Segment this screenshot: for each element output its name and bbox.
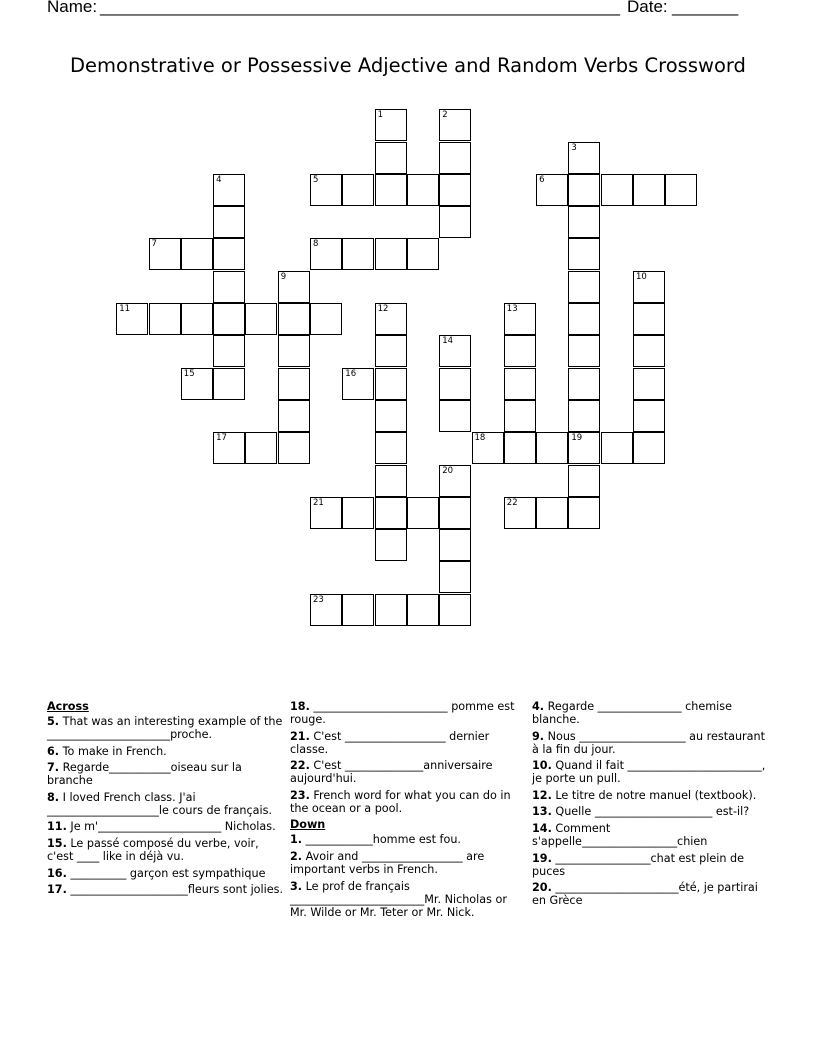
grid-cell[interactable] (568, 238, 600, 270)
clue-across-22: 22. C'est ______________anniversaire aujourd'hui. (290, 759, 493, 786)
grid-cell[interactable] (633, 368, 665, 400)
grid-cell[interactable] (278, 335, 310, 367)
grid-cell[interactable] (439, 400, 471, 432)
grid-cell[interactable] (439, 174, 471, 206)
grid-cell[interactable] (568, 303, 600, 335)
grid-cell[interactable] (439, 594, 471, 626)
grid-cell[interactable] (149, 238, 181, 270)
grid-cell[interactable] (213, 238, 245, 270)
grid-cell[interactable] (568, 335, 600, 367)
grid-cell[interactable] (245, 432, 277, 464)
grid-cell[interactable] (375, 174, 407, 206)
grid-cell[interactable] (504, 497, 536, 529)
grid-cell[interactable] (439, 529, 471, 561)
grid-cell[interactable] (278, 432, 310, 464)
cell-number: 6 (539, 174, 545, 185)
cell-number: 11 (119, 304, 131, 314)
grid-cell[interactable] (310, 174, 342, 206)
date-field[interactable]: _______ (672, 0, 739, 16)
cell-number: 21 (313, 497, 324, 508)
cell-number: 18 (474, 433, 486, 444)
grid-cell[interactable] (568, 400, 600, 432)
grid-cell[interactable] (601, 432, 633, 464)
clues-column-1 (47, 700, 283, 900)
grid-cell[interactable] (278, 368, 310, 400)
grid-cell[interactable] (375, 142, 407, 174)
grid-cell[interactable] (149, 303, 181, 335)
cell-number: 19 (571, 433, 583, 444)
grid-cell[interactable] (310, 238, 342, 270)
cell-number: 20 (442, 465, 454, 476)
grid-cell[interactable] (245, 303, 277, 335)
page-title: Demonstrative or Possessive Adjective and Random Verbs Crossword (70, 54, 746, 77)
clue-down-10: 10. Quand il fait ________________________, je porte un pull. (532, 759, 766, 786)
clues-column-2 (290, 700, 526, 922)
grid-cell[interactable] (407, 497, 439, 529)
cell-number: 12 (377, 304, 389, 314)
grid-cell[interactable] (213, 368, 245, 400)
grid-cell[interactable] (278, 271, 310, 303)
clue-across-6: 6. To make in French. (47, 744, 167, 758)
grid-cell[interactable] (504, 432, 536, 464)
grid-cell[interactable] (342, 238, 374, 270)
grid-cell[interactable] (536, 497, 568, 529)
grid-cell[interactable] (601, 174, 633, 206)
cell-number: 4 (216, 174, 222, 185)
grid-cell[interactable] (439, 142, 471, 174)
clue-across-7: 7. Regarde___________oiseau sur la branche (47, 761, 242, 788)
grid-cell[interactable] (407, 594, 439, 626)
grid-cell[interactable] (375, 368, 407, 400)
grid-cell[interactable] (375, 497, 407, 529)
grid-cell[interactable] (504, 368, 536, 400)
grid-cell[interactable] (633, 271, 665, 303)
cell-number: 22 (506, 497, 518, 508)
date-label: Date: (627, 0, 668, 16)
grid-cell[interactable] (439, 497, 471, 529)
clue-down-14: 14. Comment s'appelle_________________chien (532, 821, 708, 848)
grid-cell[interactable] (310, 497, 342, 529)
clue-across-17: 17. _____________________fleurs sont jolies. (47, 883, 284, 897)
cell-number: 13 (506, 304, 518, 314)
grid-cell[interactable] (342, 497, 374, 529)
clue-across-11: 11. Je m'______________________ Nicholas. (47, 820, 276, 834)
grid-cell[interactable] (439, 206, 471, 238)
clue-across-15: 15. Le passé composé du verbe, voir, c'est ____ like in déjà vu. (47, 836, 259, 863)
clue-down-19: 19. _________________chat est plein de puces (532, 851, 745, 878)
grid-cell[interactable] (181, 238, 213, 270)
cell-number: 16 (345, 368, 357, 379)
grid-cell[interactable] (568, 432, 600, 464)
grid-cell[interactable] (568, 497, 600, 529)
cell-number: 8 (313, 239, 319, 250)
cell-number: 7 (151, 239, 157, 250)
clue-across-18: 18. ________________________ pomme est rouge. (290, 700, 515, 726)
grid-cell[interactable] (213, 271, 245, 303)
clue-across-16: 16. __________ garçon est sympathique (47, 866, 266, 880)
grid-cell[interactable] (439, 561, 471, 593)
grid-cell[interactable] (213, 174, 245, 206)
grid-cell[interactable] (375, 335, 407, 367)
grid-cell[interactable] (407, 238, 439, 270)
grid-cell[interactable] (278, 400, 310, 432)
across-heading: Across (47, 700, 89, 713)
grid-cell[interactable] (504, 400, 536, 432)
down-heading: Down (290, 818, 326, 832)
clue-across-8: 8. I loved French class. J'ai ____________________le cours de français. (47, 790, 273, 817)
grid-cell[interactable] (375, 432, 407, 464)
cell-number: 9 (280, 271, 287, 282)
clue-across-23: 23. French word for what you can do in the ocean or a pool. (290, 788, 511, 815)
clue-down-3: 3. Le prof de français ________________________Mr. Nicholas or Mr. Wilde or Mr. Teter or Mr. Nick. (290, 879, 507, 919)
grid-cell[interactable] (375, 400, 407, 432)
cell-number: 14 (442, 336, 454, 347)
grid-cell[interactable] (536, 174, 568, 206)
grid-cell[interactable] (213, 303, 245, 335)
grid-cell[interactable] (568, 174, 600, 206)
grid-cell[interactable] (439, 368, 471, 400)
grid-cell[interactable] (342, 594, 374, 626)
clue-down-4: 4. Regarde _______________ chemise blanche. (532, 700, 732, 726)
grid-cell[interactable] (472, 432, 504, 464)
grid-cell[interactable] (278, 303, 310, 335)
grid-cell[interactable] (375, 109, 407, 141)
grid-cell[interactable] (213, 432, 245, 464)
cell-number: 1 (377, 110, 384, 121)
cell-number: 5 (313, 174, 319, 185)
cell-number: 10 (636, 271, 647, 282)
grid-cell[interactable] (633, 432, 665, 464)
grid-cell[interactable] (213, 206, 245, 238)
grid-cell[interactable] (439, 109, 471, 141)
grid-cell[interactable] (181, 303, 213, 335)
grid-cell[interactable] (375, 594, 407, 626)
clue-down-2: 2. Avoir and __________________ are important verbs in French. (290, 849, 485, 876)
grid-cell[interactable] (568, 368, 600, 400)
grid-cell[interactable] (375, 465, 407, 497)
grid-cell[interactable] (342, 368, 374, 400)
clue-down-12: 12. Le titre de notre manuel (textbook). (532, 788, 757, 802)
clue-down-1: 1. ____________homme est fou. (290, 833, 461, 847)
grid-cell[interactable] (213, 335, 245, 367)
grid-cell[interactable] (633, 174, 665, 206)
cell-number: 23 (313, 594, 324, 605)
grid-cell[interactable] (116, 303, 148, 335)
grid-cell[interactable] (375, 529, 407, 561)
clue-across-21: 21. C'est __________________ dernier classe. (290, 729, 490, 756)
grid-cell[interactable] (407, 174, 439, 206)
cell-number: 2 (442, 110, 448, 121)
clues-column-3 (532, 700, 768, 911)
clue-across-5: 5. That was an interesting example of the ______________________proche. (47, 715, 283, 741)
grid-cell[interactable] (181, 368, 213, 400)
grid-cell[interactable] (633, 335, 665, 367)
grid-cell[interactable] (633, 400, 665, 432)
grid-cell[interactable] (310, 303, 342, 335)
name-label: Name: (47, 0, 98, 16)
grid-cell[interactable] (536, 432, 568, 464)
grid-cell[interactable] (568, 142, 600, 174)
name-field[interactable]: _______________________________________________________ (100, 0, 621, 16)
grid-cell[interactable] (439, 465, 471, 497)
cell-number: 17 (216, 433, 227, 444)
clue-down-13: 13. Quelle _____________________ est-il? (532, 805, 750, 819)
cell-number: 15 (183, 368, 195, 379)
grid-cell[interactable] (633, 303, 665, 335)
cell-number: 3 (571, 142, 577, 153)
grid-cell[interactable] (568, 206, 600, 238)
grid-cell[interactable] (310, 594, 342, 626)
grid-cell[interactable] (375, 303, 407, 335)
grid-cell[interactable] (504, 303, 536, 335)
grid-cell[interactable] (568, 465, 600, 497)
grid-cell[interactable] (504, 335, 536, 367)
grid-cell[interactable] (665, 174, 697, 206)
grid-cell[interactable] (439, 335, 471, 367)
clue-down-9: 9. Nous ___________________ au restaurant à la fin du jour. (532, 729, 765, 756)
grid-cell[interactable] (568, 271, 600, 303)
grid-cell[interactable] (342, 174, 374, 206)
clue-down-20: 20. ______________________été, je partirai en Grèce (532, 881, 758, 908)
grid-cell[interactable] (375, 238, 407, 270)
